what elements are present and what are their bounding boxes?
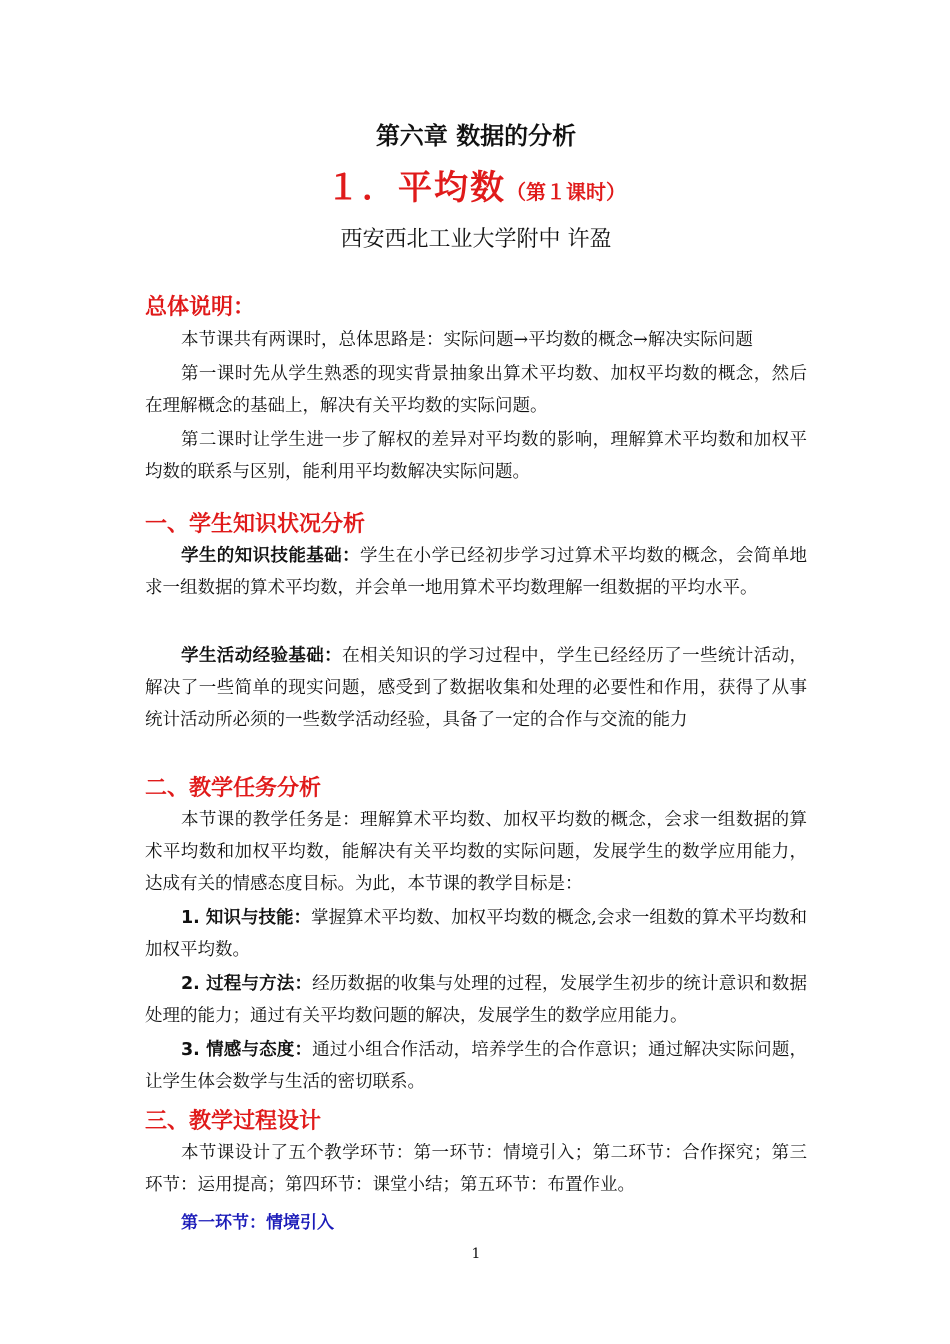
section2-item3-text: 通过小组合作活动，培养学生的合作意识；通过解决实际问题，让学生体会数学与生活的密切联系。 <box>145 1040 807 1092</box>
section3-paragraph-1: 本节课设计了五个教学环节：第一环节：情境引入；第二环节：合作探究；第三环节：运用提高；第四环节：课堂小结；第五环节：布置作业。 <box>145 1143 807 1195</box>
chapter-title: 第六章 数据的分析 <box>375 122 577 150</box>
section2-heading: 二、教学任务分析 <box>145 776 322 801</box>
section2-item2-text: 经历数据的收集与处理的过程，发展学生初步的统计意识和数据处理的能力；通过有关平均数问题的解决，发展学生的数学应用能力。 <box>145 974 807 1026</box>
section1-p1-text: 学生在小学已经初步学习过算术平均数的概念，会简单地求一组数据的算术平均数，并会单一地用算术平均数理解一组数据的平均水平。 <box>145 546 808 598</box>
section3-heading: 三、教学过程设计 <box>145 1109 322 1134</box>
lesson-title-sub: （第１课时） <box>506 180 626 204</box>
section1-paragraph-1 <box>145 540 807 604</box>
section2-item-1 <box>145 902 807 966</box>
section2-item2-label: 2. 过程与方法： <box>181 974 313 994</box>
section2-item-3 <box>145 1034 807 1098</box>
section2-item3-label: 3. 情感与态度： <box>181 1040 313 1060</box>
section2-item-2 <box>145 968 807 1032</box>
overview-paragraph-1: 本节课共有两课时，总体思路是：实际问题→平均数的概念→解决实际问题 <box>181 330 753 350</box>
author-line: 西安西北工业大学附中 许盈 <box>340 227 612 252</box>
section2-paragraph-1: 本节课的教学任务是：理解算术平均数、加权平均数的概念，会求一组数据的算术平均数和加权平均数，能解决有关平均数的实际问题，发展学生的数学应用能力，达成有关的情感态度目标。为此，本节课的教学目标是： <box>145 810 807 894</box>
lesson-title <box>145 160 807 209</box>
section2-item1-label: 1. 知识与技能： <box>181 908 312 928</box>
section1-p1-label: 学生的知识技能基础： <box>181 546 360 566</box>
overview-paragraph-3: 第二课时让学生进一步了解权的差异对平均数的影响，理解算术平均数和加权平均数的联系与区别，能利用平均数解决实际问题。 <box>145 430 807 482</box>
overview-heading: 总体说明： <box>145 295 256 320</box>
lesson-title-main: １．平均数 <box>326 168 506 208</box>
section3-subheading: 第一环节：情境引入 <box>181 1213 334 1233</box>
overview-paragraph-2: 第一课时先从学生熟悉的现实背景抽象出算术平均数、加权平均数的概念，然后在理解概念的基础上，解决有关平均数的实际问题。 <box>145 364 807 416</box>
section1-paragraph-2 <box>145 640 807 736</box>
section1-heading: 一、学生知识状况分析 <box>145 512 366 537</box>
page-number: 1 <box>471 1246 481 1262</box>
section2-item1-text: 掌握算术平均数、加权平均数的概念,会求一组数的算术平均数和加权平均数。 <box>145 908 808 960</box>
section1-p2-text: 在相关知识的学习过程中，学生已经经历了一些统计活动，解决了一些简单的现实问题，感受到了数据收集和处理的必要性和作用，获得了从事统计活动所必须的一些数学活动经验，具备了一定的合作与交流的能力 <box>145 646 808 730</box>
section1-p2-label: 学生活动经验基础： <box>181 646 343 666</box>
